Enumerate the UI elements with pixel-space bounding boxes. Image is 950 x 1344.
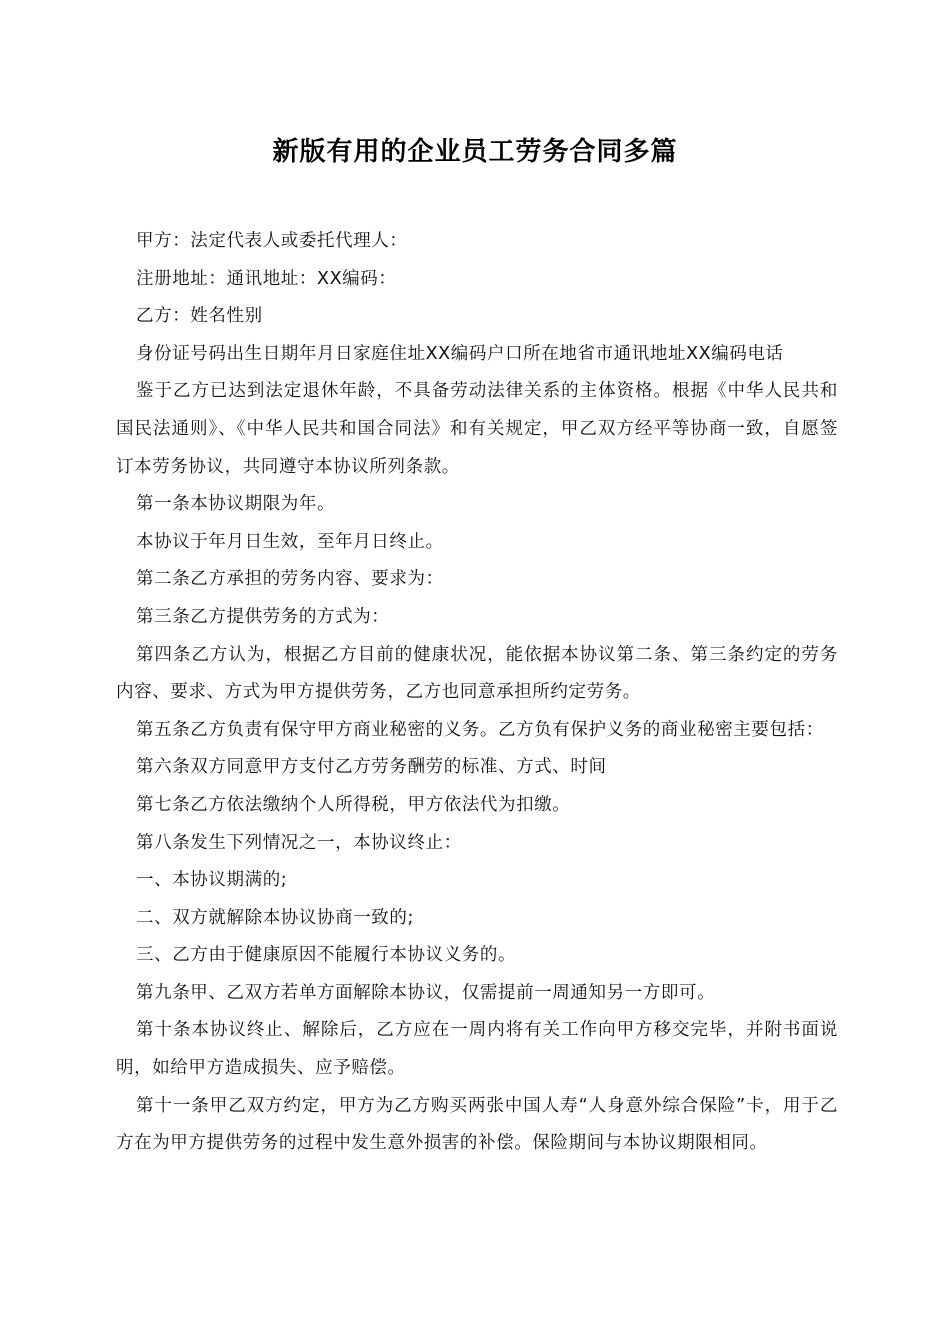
party-a-line: 甲方：法定代表人或委托代理人： — [136, 231, 408, 251]
article-10: 第十条本协议终止、解除后，乙方应在一周内将有关工作向甲方移交完毕，并附书面说明，如给甲方造成损失、应予赔偿。 — [116, 1020, 838, 1079]
party-b-line: 乙方：姓名性别 — [136, 306, 263, 327]
article-4: 第四条乙方认为，根据乙方目前的健康状况，能依据本协议第二条、第三条约定的劳务内容、要求、方式为甲方提供劳务，乙方也同意承担所约定劳务。 — [116, 644, 838, 703]
article-6: 第六条双方同意甲方支付乙方劳务酬劳的标准、方式、时间 — [136, 757, 607, 778]
article-7: 第七条乙方依法缴纳个人所得税，甲方依法代为扣缴。 — [136, 794, 571, 815]
article-8-item-1: 一、本协议期满的; — [136, 870, 288, 891]
term-dates: 本协议于年月日生效，至年月日终止。 — [136, 531, 444, 552]
address-line: 注册地址：通讯地址：XX编码： — [136, 268, 397, 289]
document-title: 新版有用的企业员工劳务合同多篇 — [272, 137, 678, 167]
article-9: 第九条甲、乙双方若单方面解除本协议，仅需提前一周通知另一方即可。 — [136, 982, 716, 1003]
article-3: 第三条乙方提供劳务的方式为： — [136, 606, 390, 627]
document-body — [116, 223, 838, 1163]
article-8: 第八条发生下列情况之一，本协议终止： — [136, 832, 462, 853]
article-8-item-3: 三、乙方由于健康原因不能履行本协议义务的。 — [136, 945, 517, 966]
preamble-paragraph: 鉴于乙方已达到法定退休年龄，不具备劳动法律关系的主体资格。根据《中华人民共和国民法通则》、《中华人民共和国合同法》和有关规定，甲乙双方经平等协商一致，自愿签订本劳务协议，共同遵守本协议所列条款。 — [116, 381, 838, 477]
article-1: 第一条本协议期限为年。 — [136, 494, 336, 515]
article-8-item-2: 二、双方就解除本协议协商一致的; — [136, 907, 414, 928]
article-5: 第五条乙方负责有保守甲方商业秘密的义务。乙方负有保护义务的商业秘密主要包括： — [136, 719, 824, 740]
article-11: 第十一条甲乙双方约定，甲方为乙方购买两张中国人寿“人身意外综合保险”卡，用于乙方在为甲方提供劳务的过程中发生意外损害的补偿。保险期间与本协议期限相同。 — [116, 1095, 838, 1154]
article-2: 第二条乙方承担的劳务内容、要求为： — [136, 569, 444, 590]
id-info-line: 身份证号码出生日期年月日家庭住址XX编码户口所在地省市通讯地址XX编码电话 — [136, 343, 784, 364]
